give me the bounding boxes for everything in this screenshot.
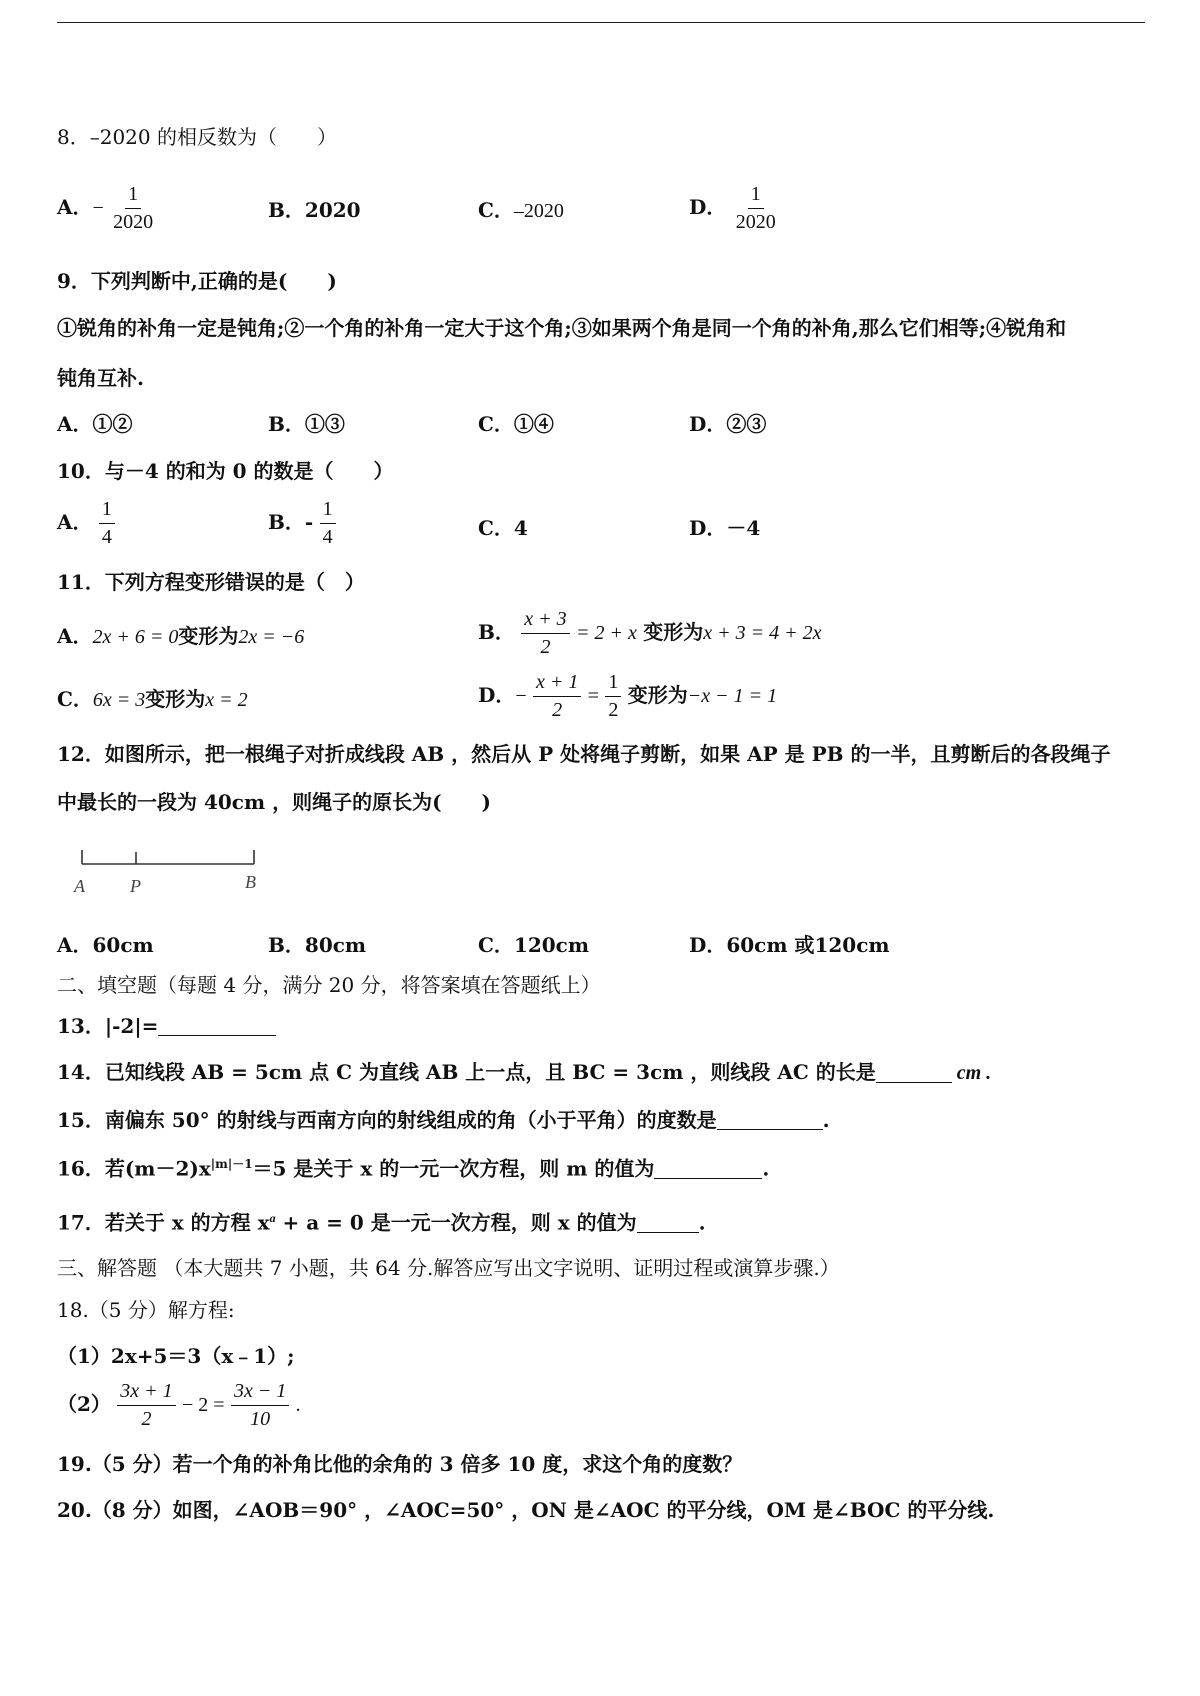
q16: 16．若$(m-2)x^{|m|-1}=5$ 是关于 x 的一元一次方程，则 m 的值为 . [57,1156,770,1181]
section-3-heading: 三、解答题 （本大题共 7 小题，共 64 分.解答应写出文字说明、证明过程或演算步骤.） [57,1256,840,1280]
q18-part2: （2） $\frac{3x + 1}{2}$ − 2 = $\frac{3x - 1}{10}$ . [57,1380,301,1430]
q13: 13．|-2|= [57,1016,276,1036]
q9-statements-line2: 钝角互补. [57,366,144,390]
q11-stem: 11．下列方程变形错误的是（ ） [57,570,365,594]
q8-option-d: D． $\frac{1}{2020}$ [689,183,776,233]
q12-option-c: C．120cm [478,933,590,957]
q10-option-d: D．－4 [689,516,761,540]
q18-part1: （1）2x+5＝3（x﹣1）; [57,1344,295,1368]
q9-option-a: A．①② [57,412,133,436]
rope-segment-figure [70,842,270,900]
q8-stem: 8．–2020 的相反数为（ ） [57,125,337,149]
q9-option-b: B．①③ [268,412,345,436]
q11-option-a: A．2x + 6 = 0变形为2x = −6 [57,624,305,648]
q10-stem: 10．与－4 的和为 0 的数是（ ） [57,459,394,483]
q10-option-b: B．- $\frac{1}{4}$ [268,498,336,549]
q20: 20.（8 分）如图，∠AOB＝90° ，∠AOC=50° ，ON 是∠AOC 的平分线，OM 是∠BOC 的平分线. [57,1498,995,1522]
header-rule [57,22,1145,23]
q12-option-b: B．80cm [268,933,367,957]
q17: 17．若关于 x 的方程 $x^a + a = 0$ 是一元一次方程，则 x 的值为 . [57,1210,706,1235]
label-a: A [74,876,85,896]
q16-answer-blank [654,1160,762,1179]
q8-option-c: C．–2020 [478,198,564,222]
label-b: B [245,872,256,892]
q11-option-b: B． $\frac{x + 3}{2}$ = 2 + x 变形为x + 3 = 4 + 2x [478,608,822,658]
q8-option-b: B．2020 [268,198,361,222]
q10-option-c: C．4 [478,516,528,540]
q15-answer-blank [717,1111,823,1130]
q12-stem-line2: 中最长的一段为 40cm ，则绳子的原长为( ) [57,790,492,814]
q9-stem: 9．下列判断中,正确的是( ) [57,269,337,293]
q11-option-d: D．− $\frac{x + 1}{2}$ = $\frac{1}{2}$ 变形为−x − 1 = 1 [478,671,778,721]
q15: 15．南偏东 50° 的射线与西南方向的射线组成的角（小于平角）的度数是 . [57,1108,830,1132]
q12-option-a: A．60cm [57,933,154,957]
q11-option-c: C．6x = 3变形为x = 2 [57,687,248,711]
q14: 14．已知线段 AB = 5cm 点 C 为直线 AB 上一点，且 BC = 3cm ，则线段 AC 的长是 cm . [57,1060,992,1084]
q17-answer-blank [637,1214,699,1233]
q18-stem: 18.（5 分）解方程: [57,1298,235,1322]
q13-answer-blank [158,1017,276,1036]
q9-option-d: D．②③ [689,412,767,436]
q19: 19.（5 分）若一个角的补角比他的余角的 3 倍多 10 度，求这个角的度数？ [57,1452,743,1476]
q8-option-a: A．− $\frac{1}{2020}$ [57,183,154,233]
q9-statements-line1: ①锐角的补角一定是钝角;②一个角的补角一定大于这个角;③如果两个角是同一个角的补角,那么它们相等;④锐角和 [57,316,1067,340]
section-2-heading: 二、填空题（每题 4 分，满分 20 分，将答案填在答题纸上） [57,973,601,997]
q12-stem-line1: 12．如图所示，把一根绳子对折成线段 AB ，然后从 P 处将绳子剪断，如果 AP 是 PB 的一半，且剪断后的各段绳子 [57,742,1111,766]
q10-option-a: A． $\frac{1}{4}$ [57,498,115,549]
q9-option-c: C．①④ [478,412,554,436]
q14-answer-blank [876,1064,952,1083]
label-p: P [130,876,141,896]
q12-option-d: D．60cm 或120cm [689,933,890,957]
